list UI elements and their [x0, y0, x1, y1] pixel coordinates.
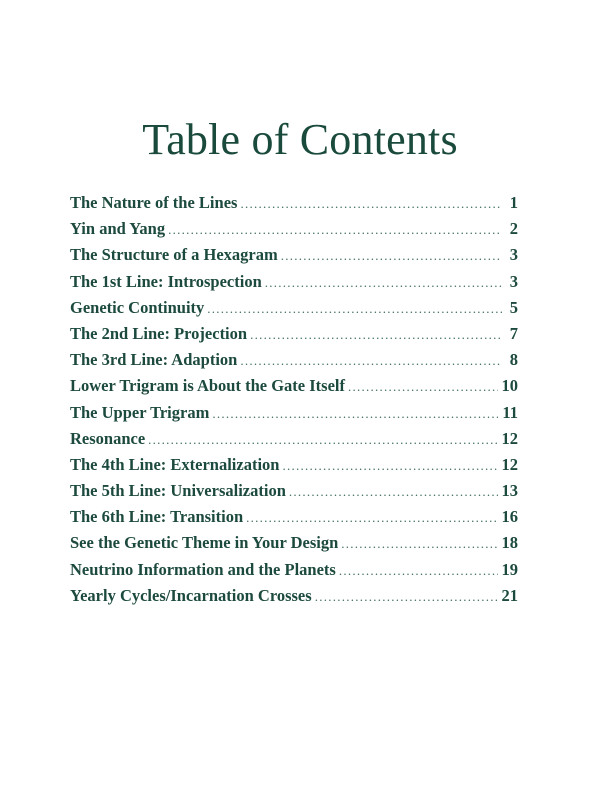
dot-leader	[265, 275, 502, 291]
toc-entry-page: 16	[501, 507, 518, 527]
toc-entry-label: The Structure of a Hexagram	[70, 245, 278, 265]
toc-entry[interactable]	[70, 193, 518, 219]
toc-entry-label: The 1st Line: Introspection	[70, 271, 262, 291]
toc-entry[interactable]	[70, 455, 518, 481]
toc-entry-page: 12	[501, 428, 518, 448]
toc-entry-page: 13	[501, 481, 518, 501]
toc-entry-page: 5	[509, 297, 518, 317]
toc-entry-label: Yearly Cycles/Incarnation Crosses	[70, 585, 312, 605]
table-of-contents	[70, 193, 518, 612]
toc-entry-label: See the Genetic Theme in Your Design	[70, 533, 339, 553]
toc-entry-page: 3	[509, 245, 518, 265]
toc-entry[interactable]	[70, 219, 518, 245]
toc-entry-label: The 6th Line: Transition	[70, 507, 244, 527]
toc-entry[interactable]	[70, 533, 518, 559]
toc-entry-label: Resonance	[70, 428, 146, 448]
toc-entry-label: Yin and Yang	[70, 219, 166, 239]
dot-leader	[348, 379, 498, 395]
toc-entry-page: 3	[509, 271, 518, 291]
toc-entry[interactable]	[70, 298, 518, 324]
dot-leader	[212, 406, 498, 422]
dot-leader	[315, 589, 498, 605]
toc-entry[interactable]	[70, 429, 518, 455]
toc-entry-label: The Nature of the Lines	[70, 193, 238, 212]
toc-entry[interactable]	[70, 586, 518, 612]
toc-entry-label: The 4th Line: Externalization	[70, 454, 280, 474]
dot-leader	[281, 248, 502, 264]
dot-leader	[339, 563, 498, 579]
toc-entry-label: The 5th Line: Universalization	[70, 481, 286, 501]
page-title: Table of Contents	[142, 115, 458, 164]
toc-entry-page: 7	[509, 323, 518, 343]
toc-entry-page: 2	[509, 219, 518, 239]
toc-entry[interactable]	[70, 481, 518, 507]
dot-leader	[282, 458, 497, 474]
toc-entry-page: 10	[501, 376, 518, 396]
dot-leader	[240, 196, 502, 212]
dot-leader	[148, 432, 497, 448]
toc-entry-page: 18	[501, 533, 518, 553]
toc-entry-page: 21	[501, 585, 518, 605]
toc-entry-page: 12	[501, 454, 518, 474]
dot-leader	[240, 353, 502, 369]
toc-entry[interactable]	[70, 403, 518, 429]
toc-entry-label: Lower Trigram is About the Gate Itself	[70, 376, 345, 396]
dot-leader	[168, 222, 502, 238]
toc-entry-page: 1	[509, 193, 518, 212]
toc-entry[interactable]	[70, 245, 518, 271]
toc-entry-page: 8	[509, 350, 518, 370]
dot-leader	[246, 510, 497, 526]
toc-entry-label: Neutrino Information and the Planets	[70, 559, 336, 579]
toc-entry-label: The Upper Trigram	[70, 402, 210, 422]
toc-entry[interactable]	[70, 272, 518, 298]
dot-leader	[250, 327, 502, 343]
toc-entry-page: 11	[502, 402, 518, 422]
toc-entry[interactable]	[70, 324, 518, 350]
toc-entry-label: Genetic Continuity	[70, 297, 205, 317]
toc-entry[interactable]	[70, 350, 518, 376]
toc-entry-label: The 2nd Line: Projection	[70, 323, 248, 343]
dot-leader	[341, 536, 497, 552]
toc-entry-page: 19	[501, 559, 518, 579]
toc-entry-label: The 3rd Line: Adaption	[70, 350, 238, 370]
toc-entry[interactable]	[70, 560, 518, 586]
dot-leader	[207, 301, 502, 317]
toc-entry[interactable]	[70, 507, 518, 533]
toc-entry[interactable]	[70, 376, 518, 402]
dot-leader	[289, 484, 498, 500]
